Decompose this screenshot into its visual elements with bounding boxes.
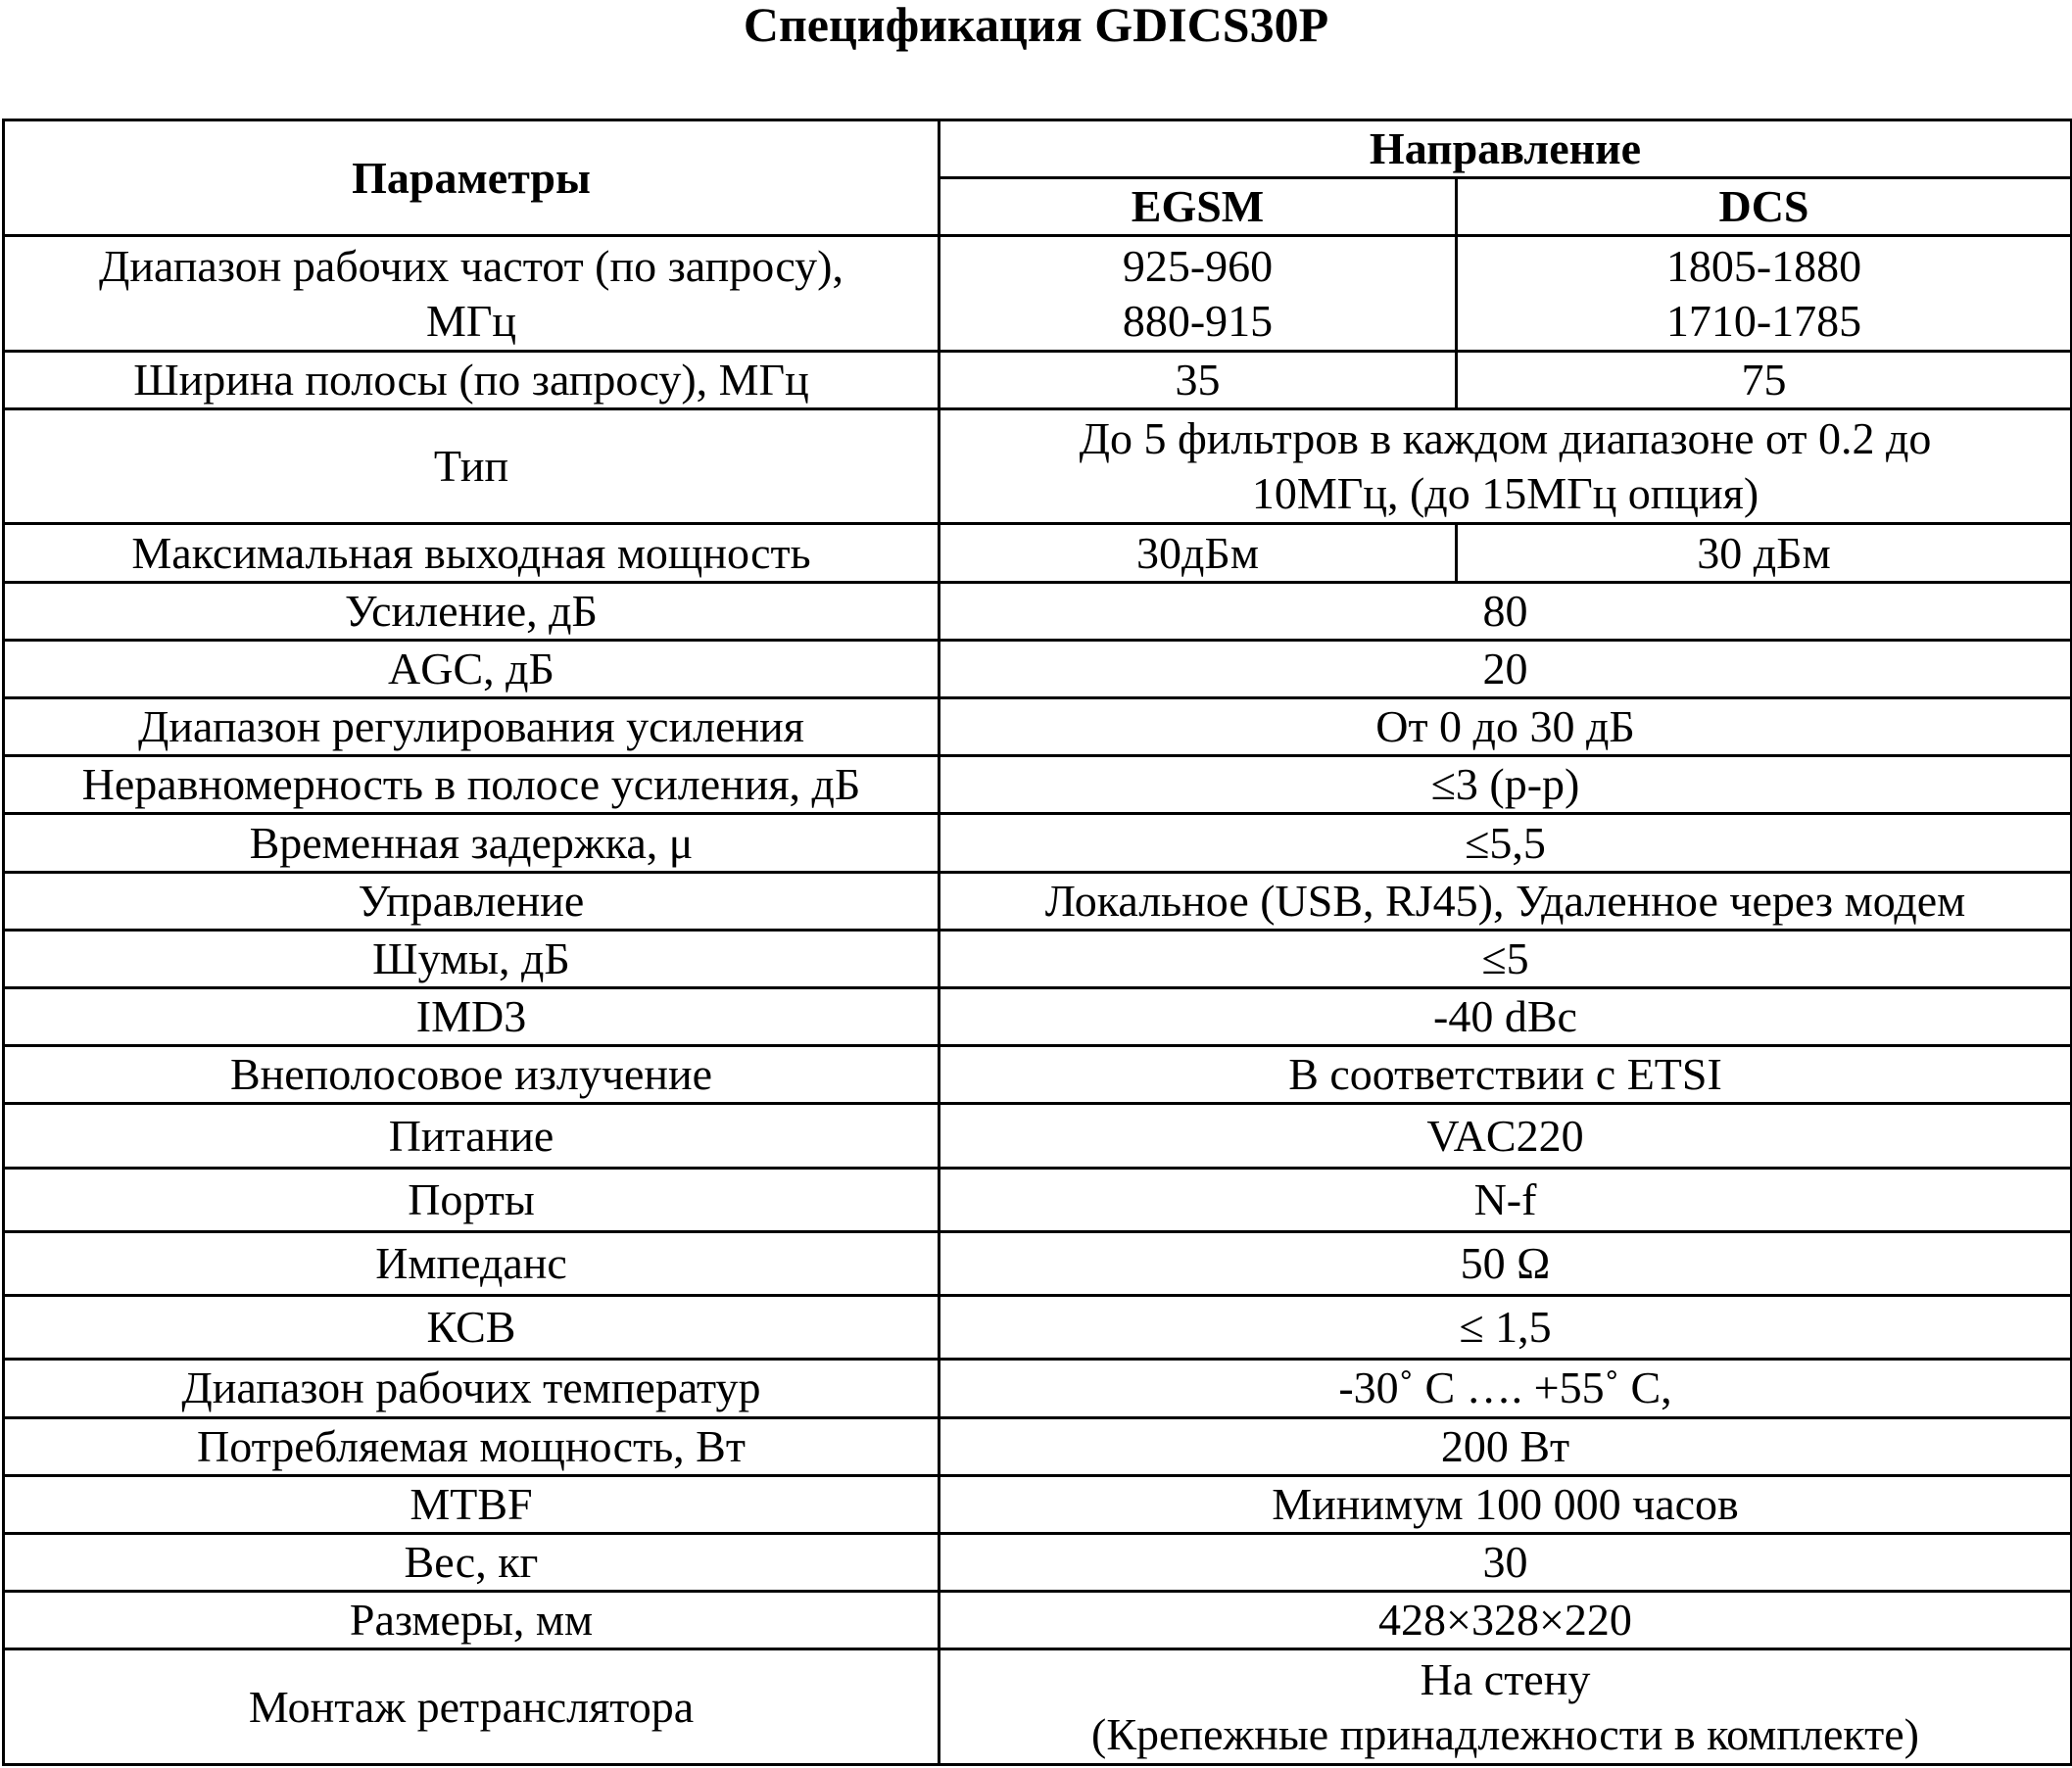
param-label: Размеры, мм bbox=[4, 1592, 940, 1649]
param-value bbox=[940, 409, 2072, 524]
param-value: VAC220 bbox=[940, 1104, 2072, 1168]
param-value bbox=[940, 1649, 2072, 1765]
dcs-value: 30 дБм bbox=[1457, 524, 2072, 582]
param-label: Потребляемая мощность, Вт bbox=[4, 1417, 940, 1475]
param-value: От 0 до 30 дБ bbox=[940, 698, 2072, 756]
table-row bbox=[4, 1046, 2072, 1104]
table-row bbox=[4, 1417, 2072, 1475]
header-params: Параметры bbox=[4, 120, 940, 236]
table-row bbox=[4, 814, 2072, 872]
table-row bbox=[4, 524, 2072, 582]
value-line: 1805-1880 bbox=[1665, 240, 1862, 291]
param-value: 50 Ω bbox=[940, 1231, 2072, 1295]
param-label: Управление bbox=[4, 872, 940, 930]
param-value: N-f bbox=[940, 1168, 2072, 1231]
table-row bbox=[4, 756, 2072, 814]
param-label: Неравномерность в полосе усиления, дБ bbox=[4, 756, 940, 814]
param-value: 428×328×220 bbox=[940, 1592, 2072, 1649]
egsm-value: 30дБм bbox=[940, 524, 1457, 582]
param-label: Порты bbox=[4, 1168, 940, 1231]
param-value: ≤5 bbox=[940, 930, 2072, 987]
table-row bbox=[4, 409, 2072, 524]
param-label: IMD3 bbox=[4, 988, 940, 1046]
value-line: 925-960 bbox=[1122, 240, 1274, 291]
table-row bbox=[4, 1231, 2072, 1295]
param-label: Диапазон регулирования усиления bbox=[4, 698, 940, 756]
param-value: 30 bbox=[940, 1533, 2072, 1591]
value-line: На стену bbox=[1420, 1653, 1591, 1704]
param-value: 80 bbox=[940, 582, 2072, 640]
value-line: 10МГц, (до 15МГц опция) bbox=[1251, 468, 1759, 519]
table-row bbox=[4, 1649, 2072, 1765]
egsm-value bbox=[940, 236, 1457, 351]
table-header-row bbox=[4, 120, 2072, 178]
param-label: AGC, дБ bbox=[4, 640, 940, 697]
value-line: 1710-1785 bbox=[1665, 295, 1862, 346]
param-label-line: МГц bbox=[425, 295, 517, 346]
param-label: Ширина полосы (по запросу), МГц bbox=[4, 351, 940, 408]
param-label: MTBF bbox=[4, 1475, 940, 1533]
param-label: Диапазон рабочих температур bbox=[4, 1360, 940, 1417]
param-label: Импеданс bbox=[4, 1231, 940, 1295]
param-label: Усиление, дБ bbox=[4, 582, 940, 640]
value-line: (Крепежные принадлежности в комплекте) bbox=[1091, 1708, 1919, 1759]
table-row bbox=[4, 1296, 2072, 1360]
param-label: Монтаж ретранслятора bbox=[4, 1649, 940, 1765]
dcs-value: 75 bbox=[1457, 351, 2072, 408]
param-value: ≤5,5 bbox=[940, 814, 2072, 872]
egsm-value: 35 bbox=[940, 351, 1457, 408]
param-label: Внеполосовое излучение bbox=[4, 1046, 940, 1104]
header-direction: Направление bbox=[940, 120, 2072, 178]
param-value: 200 Вт bbox=[940, 1417, 2072, 1475]
table-row bbox=[4, 236, 2072, 351]
table-row bbox=[4, 988, 2072, 1046]
header-egsm: EGSM bbox=[940, 178, 1457, 236]
dcs-value bbox=[1457, 236, 2072, 351]
param-value: ≤ 1,5 bbox=[940, 1296, 2072, 1360]
table-row bbox=[4, 1168, 2072, 1231]
param-label: Вес, кг bbox=[4, 1533, 940, 1591]
param-label: КСВ bbox=[4, 1296, 940, 1360]
param-label: Максимальная выходная мощность bbox=[4, 524, 940, 582]
param-value: -30˚ C …. +55˚ C, bbox=[940, 1360, 2072, 1417]
param-value: -40 dBc bbox=[940, 988, 2072, 1046]
param-value: В соответствии с ETSI bbox=[940, 1046, 2072, 1104]
table-row bbox=[4, 930, 2072, 987]
param-value: ≤3 (p-p) bbox=[940, 756, 2072, 814]
param-value: 20 bbox=[940, 640, 2072, 697]
value-line: До 5 фильтров в каждом диапазоне от 0.2 до bbox=[1079, 413, 1932, 464]
table-row bbox=[4, 1104, 2072, 1168]
table-row bbox=[4, 1360, 2072, 1417]
header-dcs: DCS bbox=[1457, 178, 2072, 236]
param-value: Минимум 100 000 часов bbox=[940, 1475, 2072, 1533]
table-row bbox=[4, 640, 2072, 697]
param-label: Временная задержка, μ bbox=[4, 814, 940, 872]
param-label: Шумы, дБ bbox=[4, 930, 940, 987]
value-line: 880-915 bbox=[1122, 295, 1274, 346]
table-row bbox=[4, 582, 2072, 640]
table-row bbox=[4, 351, 2072, 408]
param-label: Тип bbox=[4, 409, 940, 524]
table-row bbox=[4, 1592, 2072, 1649]
table-row bbox=[4, 1475, 2072, 1533]
param-label-line: Диапазон рабочих частот (по запросу), bbox=[98, 240, 843, 291]
param-label: Питание bbox=[4, 1104, 940, 1168]
table-row bbox=[4, 1533, 2072, 1591]
table-row bbox=[4, 872, 2072, 930]
document-title: Спецификация GDICS30P bbox=[743, 0, 1329, 52]
param-label bbox=[4, 236, 940, 351]
spec-table bbox=[2, 119, 2072, 1766]
param-value: Локальное (USB, RJ45), Удаленное через модем bbox=[940, 872, 2072, 930]
table-row bbox=[4, 698, 2072, 756]
